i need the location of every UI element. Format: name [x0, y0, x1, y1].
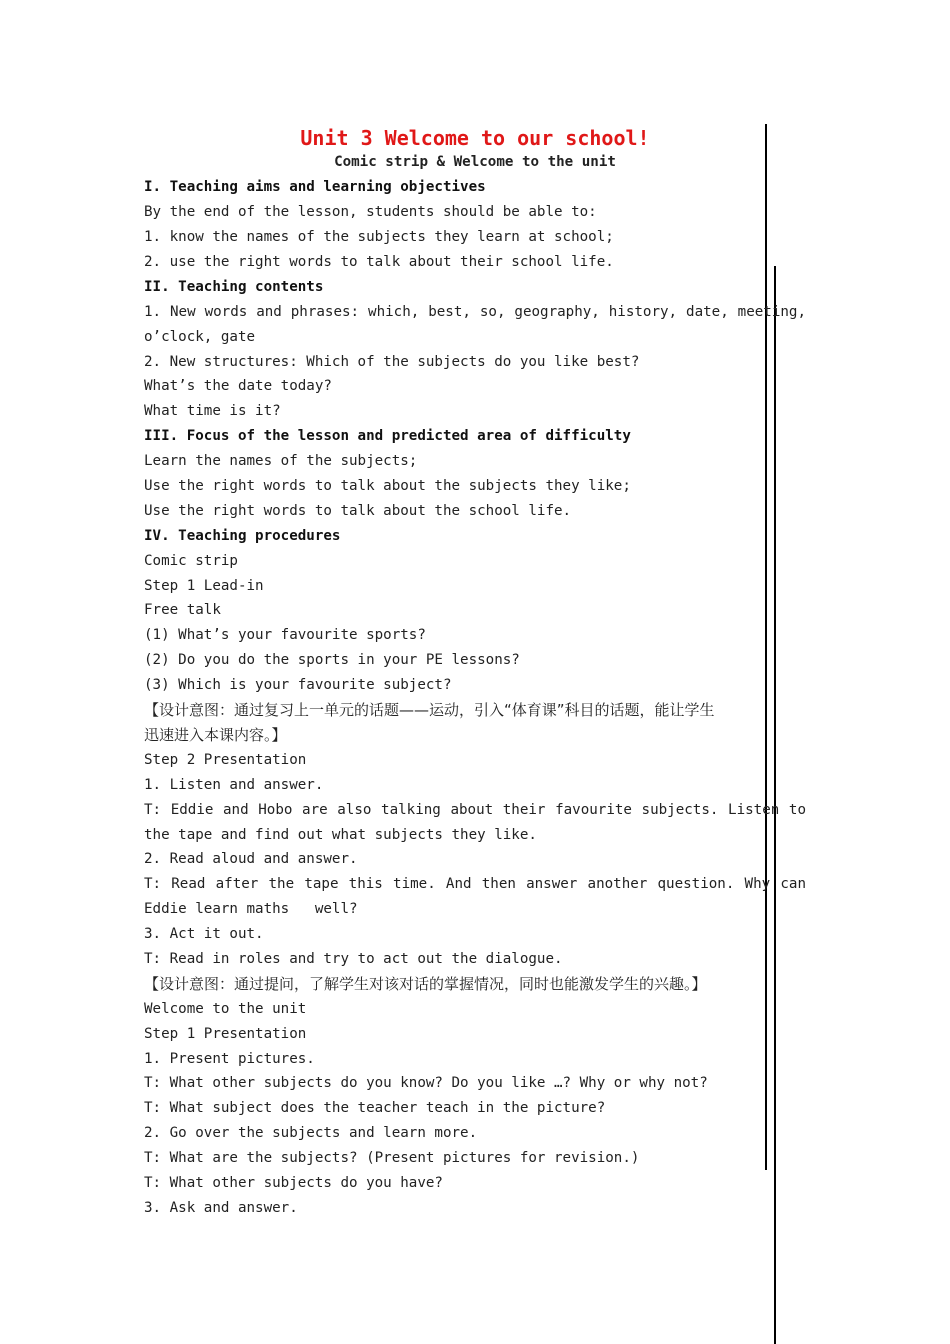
text-line: Step 1 Lead-in	[144, 578, 264, 594]
text-line: (1) What’s your favourite sports?	[144, 627, 426, 643]
section-heading: IV. Teaching procedures	[144, 528, 341, 544]
text-line: T: What other subjects do you know? Do you like …? Why or why not?	[144, 1075, 708, 1091]
document-subtitle: Comic strip & Welcome to the unit	[334, 154, 616, 170]
margin-rule-line	[765, 124, 767, 1170]
text-line: o’clock, gate	[144, 329, 256, 345]
text-line: What time is it?	[144, 403, 281, 419]
text-line: Use the right words to talk about the school life.	[144, 503, 572, 519]
text-line: (2) Do you do the sports in your PE lessons?	[144, 652, 520, 668]
text-line: 3. Act it out.	[144, 926, 264, 942]
text-line: Comic strip	[144, 553, 238, 569]
text-line: 2. Read aloud and answer.	[144, 851, 358, 867]
text-line: Step 1 Presentation	[144, 1026, 307, 1042]
text-line: the tape and find out what subjects they like.	[144, 827, 537, 843]
text-line: T: What subject does the teacher teach in the picture?	[144, 1100, 606, 1116]
section-heading: III. Focus of the lesson and predicted area of difficulty	[144, 428, 631, 444]
text-line: (3) Which is your favourite subject?	[144, 677, 452, 693]
text-line: T: Eddie and Hobo are also talking about their favourite subjects. Listen to	[144, 802, 806, 818]
text-line: Step 2 Presentation	[144, 752, 307, 768]
text-line: 1. know the names of the subjects they learn at school;	[144, 229, 614, 245]
text-line: T: Read in roles and try to act out the dialogue.	[144, 951, 563, 967]
text-line: What’s the date today?	[144, 378, 332, 394]
text-line: Welcome to the unit	[144, 1001, 307, 1017]
text-line: T: Read after the tape this time. And then answer another question. Why can	[144, 876, 806, 892]
section-heading: I. Teaching aims and learning objectives	[144, 179, 486, 195]
text-line: Eddie learn maths well?	[144, 901, 358, 917]
text-line: 3. Ask and answer.	[144, 1200, 298, 1216]
text-line: Free talk	[144, 602, 221, 618]
section-heading: II. Teaching contents	[144, 279, 324, 295]
document-title: Unit 3 Welcome to our school!	[300, 126, 650, 150]
text-line: Learn the names of the subjects;	[144, 453, 418, 469]
design-intent-note: 【设计意图：通过复习上一单元的话题——运动，引入“体育课”科目的话题，能让学生	[144, 701, 715, 719]
design-intent-note: 【设计意图：通过提问，了解学生对该对话的掌握情况，同时也能激发学生的兴趣。】	[144, 975, 707, 993]
text-line: 2. use the right words to talk about their school life.	[144, 254, 614, 270]
text-line: T: What are the subjects? (Present pictures for revision.)	[144, 1150, 640, 1166]
text-line: 2. New structures: Which of the subjects do you like best?	[144, 354, 640, 370]
text-line: T: What other subjects do you have?	[144, 1175, 443, 1191]
text-line: By the end of the lesson, students should be able to:	[144, 204, 597, 220]
text-line: 1. Present pictures.	[144, 1051, 315, 1067]
text-line: 1. Listen and answer.	[144, 777, 324, 793]
design-intent-note: 迅速进入本课内容。】	[144, 726, 287, 744]
text-line: 1. New words and phrases: which, best, so, geography, history, date, meeting,	[144, 304, 806, 320]
text-line: 2. Go over the subjects and learn more.	[144, 1125, 478, 1141]
text-line: Use the right words to talk about the subjects they like;	[144, 478, 631, 494]
